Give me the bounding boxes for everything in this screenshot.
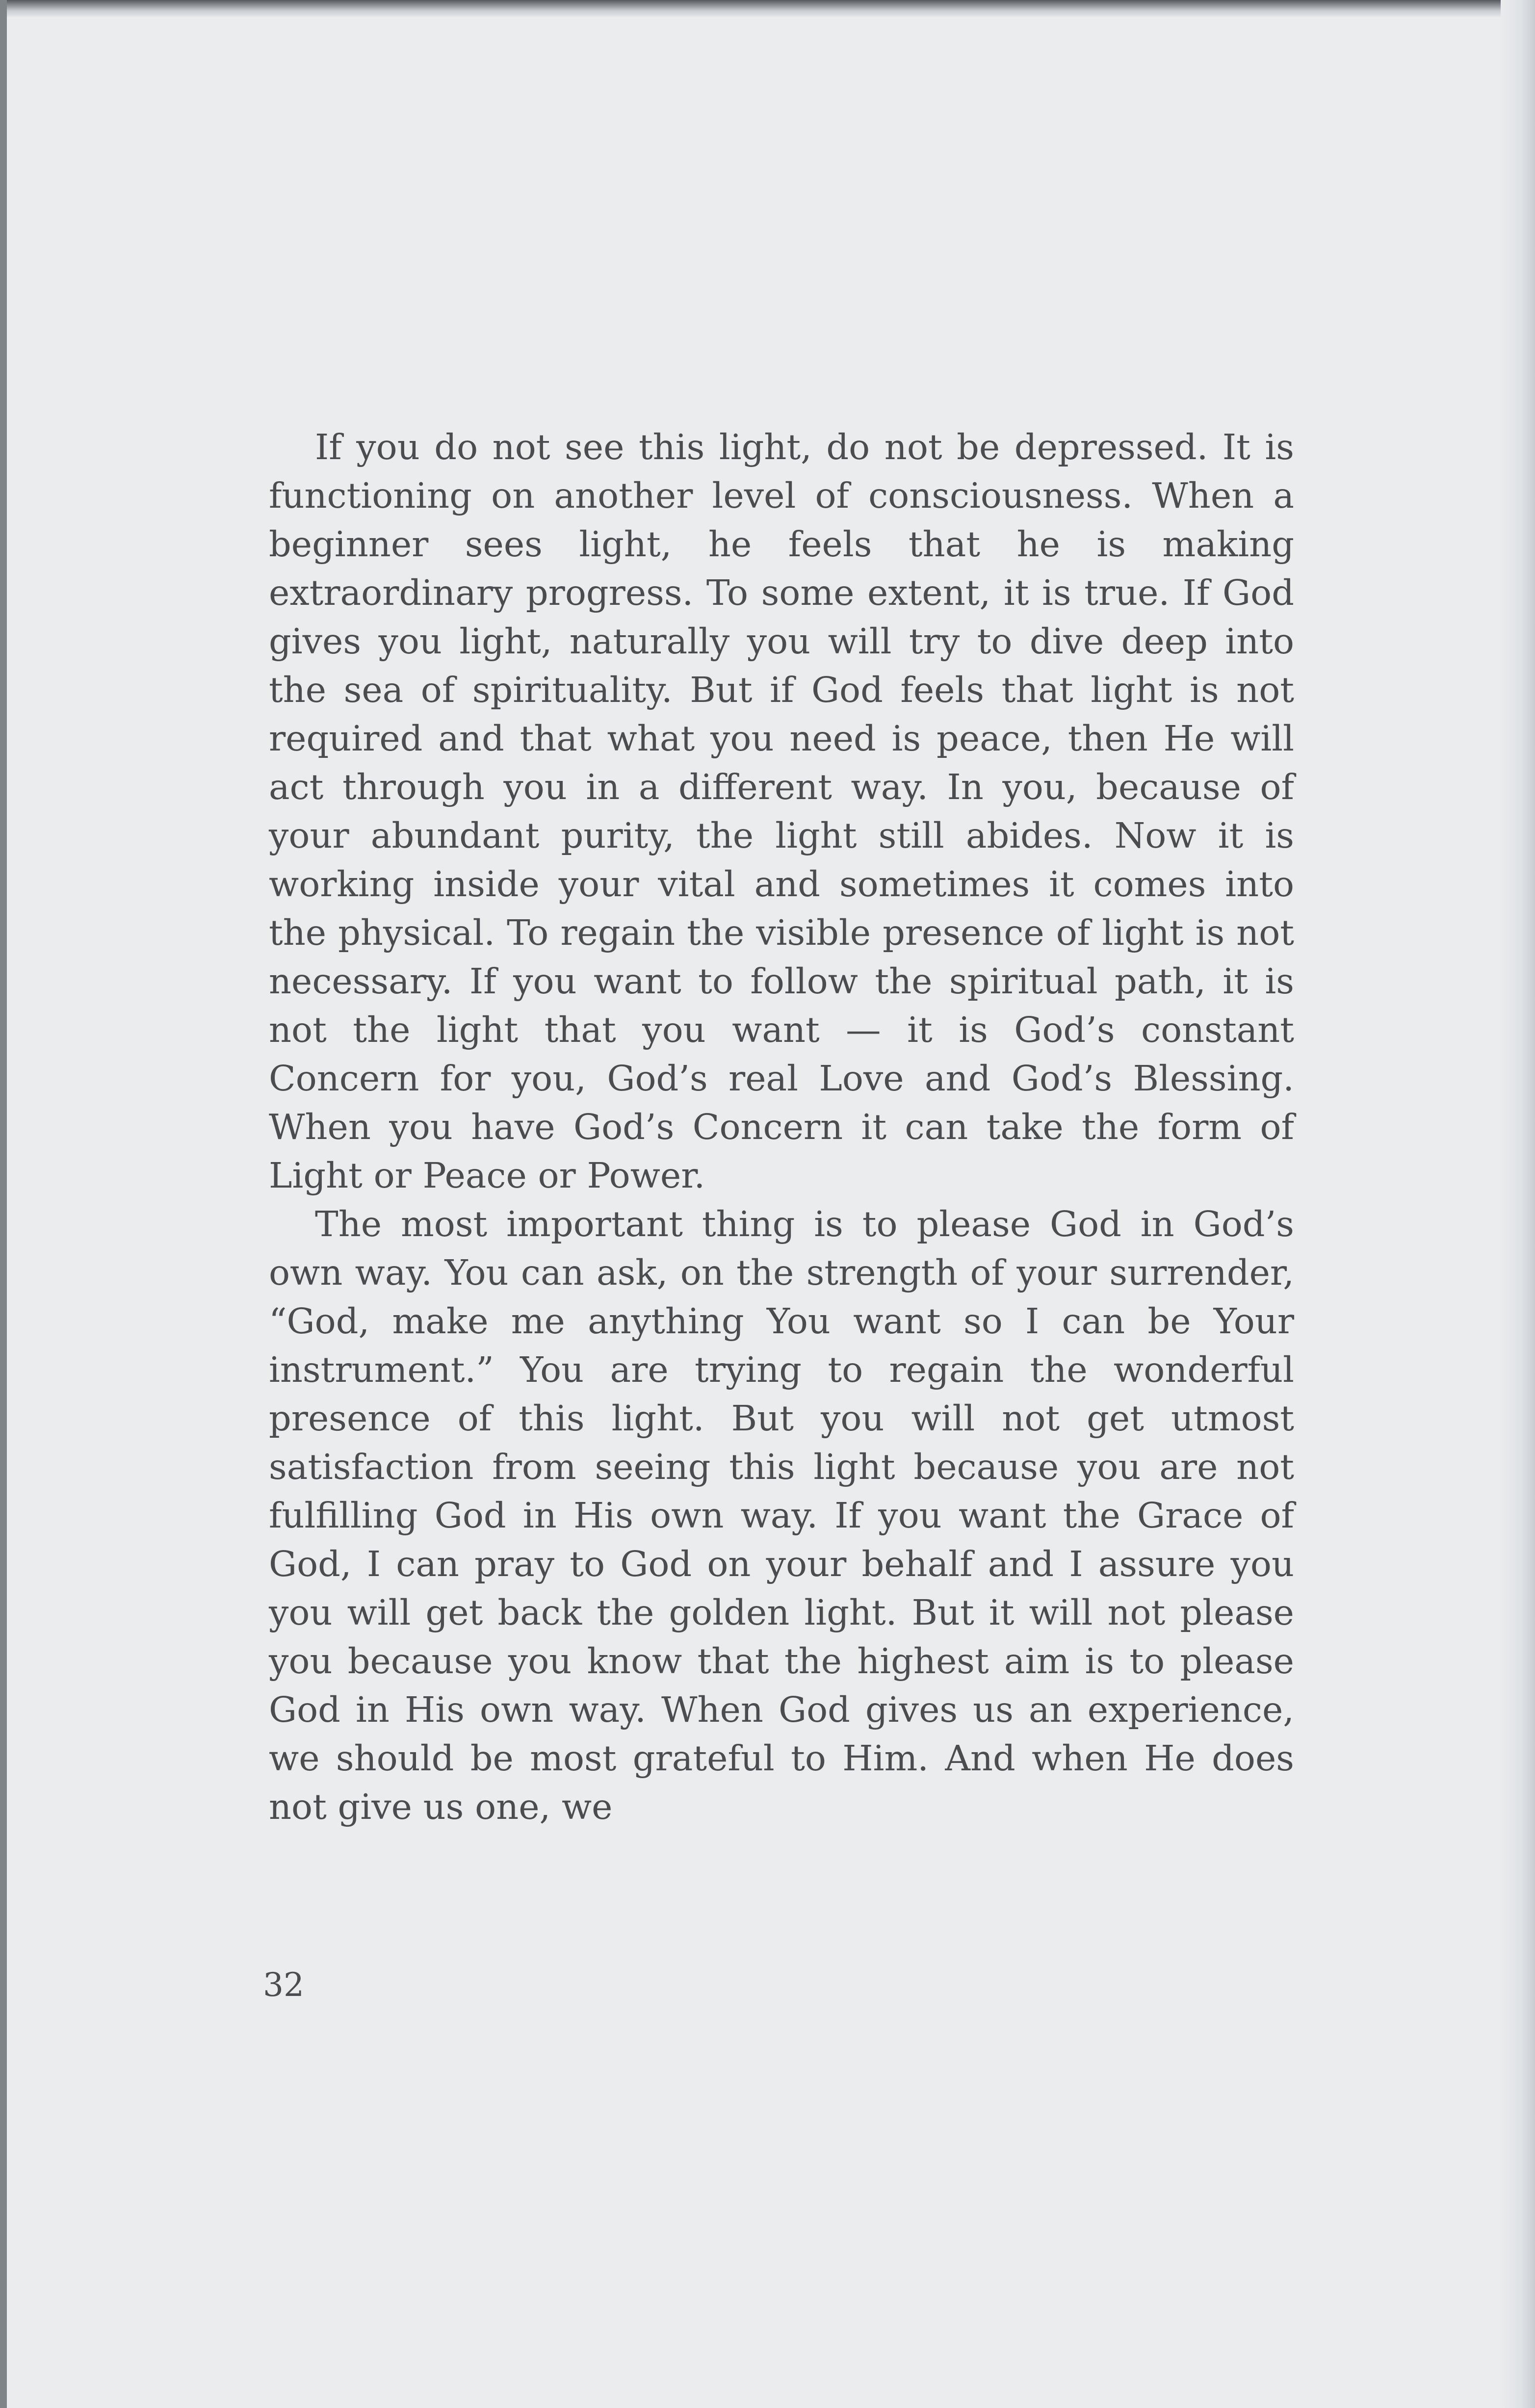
scan-shadow-top [0,0,1535,18]
scan-shadow-right [1501,0,1535,2408]
body-text [269,423,1294,1831]
page-number: 32 [263,1966,304,2004]
paragraph-1: If you do not see this light, do not be depressed. It is functioning on another level of consciousness. When a beginner sees light, he feels that he is making extraordinary progress. To some extent, it is true. If God gives you light, naturally you will try to dive deep into the sea of spirituality. But if God feels that light is not required and that what you need is peace, then He will act through you in a different way. In you, because of your abundant purity, the light still abides. Now it is working inside your vital and sometimes it comes into the physical. To regain the visible presence of light is not necessary. If you want to follow the spiritual path, it is not the light that you want — it is God’s constant Concern for you, God’s real Love and God’s Blessing. When you have God’s Concern it can take the form of Light or Peace or Power. [269,427,1294,1196]
scan-shadow-left [0,0,7,2408]
paragraph-2: The most important thing is to please God in God’s own way. You can ask, on the strength of your surrender, “God, make me anything You want so I can be Your instrument.” You are trying to regain the wonderful presence of this light. But you will not get utmost satisfaction from seeing this light because you are not fulfilling God in His own way. If you want the Grace of God, I can pray to God on your behalf and I assure you you will get back the golden light. But it will not please you because you know that the highest aim is to please God in His own way. When God gives us an experience, we should be most grateful to Him. And when He does not give us one, we [269,1204,1294,1827]
